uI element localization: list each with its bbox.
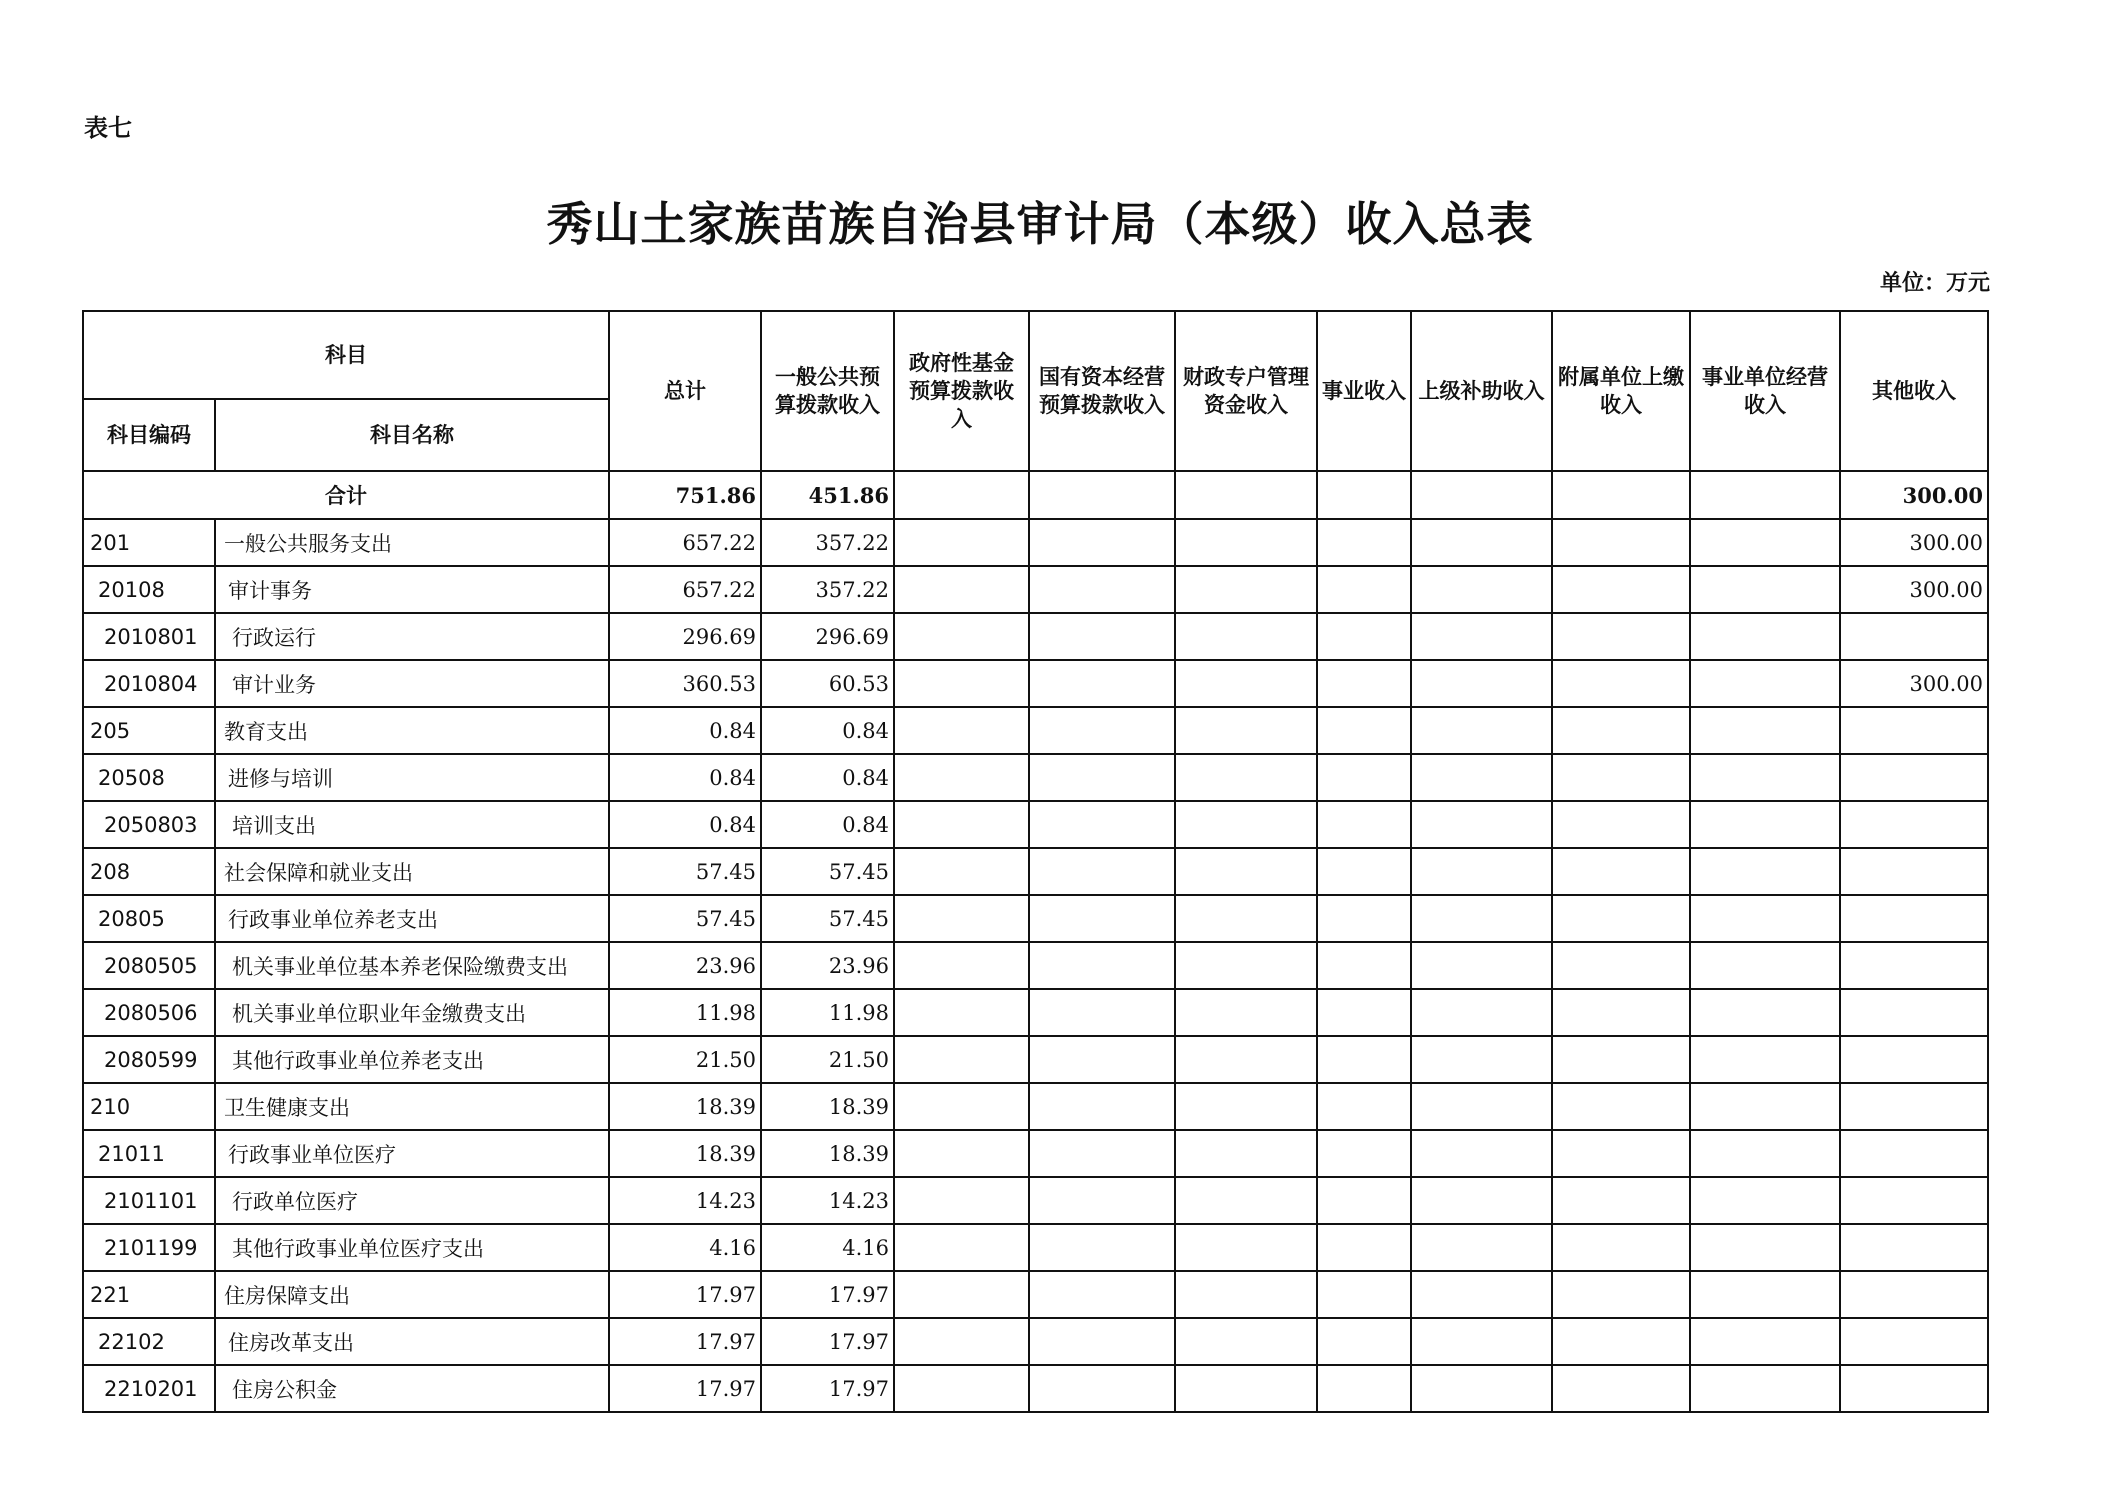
general-budget-value: 14.23: [761, 1177, 894, 1224]
special-account-value: [1175, 1271, 1317, 1318]
general-budget-value: 60.53: [761, 660, 894, 707]
state-capital-value: [1029, 707, 1175, 754]
total-value: 4.16: [609, 1224, 761, 1271]
special-account-value: [1175, 1365, 1317, 1412]
header-business-income: 事业收入: [1317, 311, 1411, 471]
business-income-value: [1317, 1083, 1411, 1130]
business-income-value: [1317, 754, 1411, 801]
state-capital-value: [1029, 1365, 1175, 1412]
operating-income-value: [1690, 660, 1840, 707]
subject-name: 行政事业单位医疗: [215, 1130, 609, 1177]
subject-code: 2010804: [83, 660, 215, 707]
general-budget-value: 0.84: [761, 754, 894, 801]
table-row: [83, 989, 1988, 1036]
superior-subsidy-value: [1411, 895, 1552, 942]
operating-income-value: [1690, 707, 1840, 754]
total-other-income: 300.00: [1840, 471, 1988, 519]
header-superior-subsidy: 上级补助收入: [1411, 311, 1552, 471]
other-income-value: [1840, 942, 1988, 989]
affiliated-income-value: [1552, 989, 1690, 1036]
subject-code: 2010801: [83, 613, 215, 660]
total-value: 57.45: [609, 848, 761, 895]
gov-fund-value: [894, 942, 1029, 989]
total-value: 0.84: [609, 707, 761, 754]
gov-fund-value: [894, 519, 1029, 566]
page-label: 表七: [84, 113, 132, 142]
state-capital-value: [1029, 1318, 1175, 1365]
subject-name: 机关事业单位职业年金缴费支出: [215, 989, 609, 1036]
special-account-value: [1175, 1177, 1317, 1224]
operating-income-value: [1690, 1130, 1840, 1177]
operating-income-value: [1690, 942, 1840, 989]
other-income-value: [1840, 1083, 1988, 1130]
general-budget-value: 17.97: [761, 1365, 894, 1412]
other-income-value: [1840, 848, 1988, 895]
superior-subsidy-value: [1411, 1224, 1552, 1271]
superior-subsidy-value: [1411, 1177, 1552, 1224]
subject-code: 2080599: [83, 1036, 215, 1083]
subject-code: 22102: [83, 1318, 215, 1365]
operating-income-value: [1690, 1318, 1840, 1365]
superior-subsidy-value: [1411, 566, 1552, 613]
business-income-value: [1317, 895, 1411, 942]
superior-subsidy-value: [1411, 942, 1552, 989]
total-value: 657.22: [609, 519, 761, 566]
total-value: 18.39: [609, 1130, 761, 1177]
affiliated-income-value: [1552, 519, 1690, 566]
business-income-value: [1317, 566, 1411, 613]
operating-income-value: [1690, 566, 1840, 613]
operating-income-value: [1690, 801, 1840, 848]
subject-code: 20805: [83, 895, 215, 942]
affiliated-income-value: [1552, 895, 1690, 942]
subject-name: 审计事务: [215, 566, 609, 613]
subject-code: 2101101: [83, 1177, 215, 1224]
state-capital-value: [1029, 754, 1175, 801]
table-row: [83, 613, 1988, 660]
header-general-budget: 一般公共预算拨款收入: [761, 311, 894, 471]
superior-subsidy-value: [1411, 1036, 1552, 1083]
total-value: 23.96: [609, 942, 761, 989]
subject-code: 2050803: [83, 801, 215, 848]
total-value: 0.84: [609, 754, 761, 801]
subject-name: 住房保障支出: [215, 1271, 609, 1318]
total-special-account: [1175, 471, 1317, 519]
business-income-value: [1317, 660, 1411, 707]
table-row: [83, 1318, 1988, 1365]
operating-income-value: [1690, 1224, 1840, 1271]
total-value: 17.97: [609, 1365, 761, 1412]
affiliated-income-value: [1552, 801, 1690, 848]
subject-code: 221: [83, 1271, 215, 1318]
general-budget-value: 357.22: [761, 519, 894, 566]
header-subject: 科目: [83, 311, 609, 399]
total-value: 57.45: [609, 895, 761, 942]
superior-subsidy-value: [1411, 754, 1552, 801]
operating-income-value: [1690, 1365, 1840, 1412]
business-income-value: [1317, 1318, 1411, 1365]
header-name: 科目名称: [215, 399, 609, 471]
other-income-value: [1840, 707, 1988, 754]
subject-code: 205: [83, 707, 215, 754]
table-row: [83, 1365, 1988, 1412]
subject-code: 2210201: [83, 1365, 215, 1412]
subject-code: 201: [83, 519, 215, 566]
other-income-value: [1840, 895, 1988, 942]
superior-subsidy-value: [1411, 1271, 1552, 1318]
table-row: [83, 1177, 1988, 1224]
general-budget-value: 57.45: [761, 848, 894, 895]
gov-fund-value: [894, 1036, 1029, 1083]
special-account-value: [1175, 942, 1317, 989]
total-row: [83, 471, 1988, 519]
state-capital-value: [1029, 1083, 1175, 1130]
gov-fund-value: [894, 566, 1029, 613]
other-income-value: 300.00: [1840, 519, 1988, 566]
special-account-value: [1175, 989, 1317, 1036]
business-income-value: [1317, 519, 1411, 566]
header-other-income: 其他收入: [1840, 311, 1988, 471]
total-state-capital: [1029, 471, 1175, 519]
subject-name: 一般公共服务支出: [215, 519, 609, 566]
gov-fund-value: [894, 801, 1029, 848]
state-capital-value: [1029, 519, 1175, 566]
superior-subsidy-value: [1411, 848, 1552, 895]
subject-name: 社会保障和就业支出: [215, 848, 609, 895]
superior-subsidy-value: [1411, 613, 1552, 660]
other-income-value: [1840, 1365, 1988, 1412]
table-row: [83, 754, 1988, 801]
subject-name: 住房公积金: [215, 1365, 609, 1412]
table-row: [83, 1130, 1988, 1177]
gov-fund-value: [894, 1083, 1029, 1130]
other-income-value: [1840, 801, 1988, 848]
subject-name: 进修与培训: [215, 754, 609, 801]
other-income-value: [1840, 754, 1988, 801]
gov-fund-value: [894, 848, 1029, 895]
special-account-value: [1175, 848, 1317, 895]
affiliated-income-value: [1552, 754, 1690, 801]
other-income-value: [1840, 1036, 1988, 1083]
subject-code: 2101199: [83, 1224, 215, 1271]
affiliated-income-value: [1552, 1130, 1690, 1177]
special-account-value: [1175, 1036, 1317, 1083]
operating-income-value: [1690, 895, 1840, 942]
gov-fund-value: [894, 895, 1029, 942]
subject-name: 教育支出: [215, 707, 609, 754]
business-income-value: [1317, 801, 1411, 848]
affiliated-income-value: [1552, 613, 1690, 660]
other-income-value: [1840, 989, 1988, 1036]
state-capital-value: [1029, 1224, 1175, 1271]
general-budget-value: 0.84: [761, 707, 894, 754]
general-budget-value: 17.97: [761, 1318, 894, 1365]
special-account-value: [1175, 801, 1317, 848]
table-row: [83, 1224, 1988, 1271]
general-budget-value: 0.84: [761, 801, 894, 848]
operating-income-value: [1690, 1036, 1840, 1083]
state-capital-value: [1029, 566, 1175, 613]
subject-code: 2080506: [83, 989, 215, 1036]
other-income-value: [1840, 1224, 1988, 1271]
table-row: [83, 519, 1988, 566]
operating-income-value: [1690, 1177, 1840, 1224]
subject-code: 208: [83, 848, 215, 895]
special-account-value: [1175, 1318, 1317, 1365]
special-account-value: [1175, 566, 1317, 613]
total-value: 11.98: [609, 989, 761, 1036]
state-capital-value: [1029, 989, 1175, 1036]
table-row: [83, 848, 1988, 895]
state-capital-value: [1029, 895, 1175, 942]
subject-name: 行政事业单位养老支出: [215, 895, 609, 942]
gov-fund-value: [894, 1224, 1029, 1271]
gov-fund-value: [894, 1365, 1029, 1412]
subject-name: 行政运行: [215, 613, 609, 660]
other-income-value: 300.00: [1840, 660, 1988, 707]
total-value: 360.53: [609, 660, 761, 707]
table-row: [83, 707, 1988, 754]
operating-income-value: [1690, 519, 1840, 566]
general-budget-value: 21.50: [761, 1036, 894, 1083]
other-income-value: [1840, 613, 1988, 660]
business-income-value: [1317, 1224, 1411, 1271]
general-budget-value: 11.98: [761, 989, 894, 1036]
affiliated-income-value: [1552, 1271, 1690, 1318]
business-income-value: [1317, 613, 1411, 660]
total-value: 657.22: [609, 566, 761, 613]
state-capital-value: [1029, 1130, 1175, 1177]
special-account-value: [1175, 1083, 1317, 1130]
total-value: 18.39: [609, 1083, 761, 1130]
gov-fund-value: [894, 1271, 1029, 1318]
total-value: 14.23: [609, 1177, 761, 1224]
operating-income-value: [1690, 989, 1840, 1036]
business-income-value: [1317, 1130, 1411, 1177]
total-gov-fund: [894, 471, 1029, 519]
header-gov-fund: 政府性基金预算拨款收入: [894, 311, 1029, 471]
operating-income-value: [1690, 754, 1840, 801]
business-income-value: [1317, 707, 1411, 754]
superior-subsidy-value: [1411, 519, 1552, 566]
subject-name: 审计业务: [215, 660, 609, 707]
table-row: [83, 942, 1988, 989]
subject-code: 21011: [83, 1130, 215, 1177]
state-capital-value: [1029, 942, 1175, 989]
superior-subsidy-value: [1411, 989, 1552, 1036]
state-capital-value: [1029, 1271, 1175, 1318]
special-account-value: [1175, 707, 1317, 754]
other-income-value: [1840, 1130, 1988, 1177]
affiliated-income-value: [1552, 1318, 1690, 1365]
affiliated-income-value: [1552, 1224, 1690, 1271]
table-row: [83, 660, 1988, 707]
subject-name: 住房改革支出: [215, 1318, 609, 1365]
operating-income-value: [1690, 1083, 1840, 1130]
special-account-value: [1175, 519, 1317, 566]
total-superior-subsidy: [1411, 471, 1552, 519]
income-summary-table: [82, 310, 1989, 1413]
page-title: 秀山土家族苗族自治县审计局（本级）收入总表: [546, 197, 1534, 251]
total-value: 21.50: [609, 1036, 761, 1083]
gov-fund-value: [894, 1318, 1029, 1365]
affiliated-income-value: [1552, 660, 1690, 707]
other-income-value: 300.00: [1840, 566, 1988, 613]
total-general-budget: 451.86: [761, 471, 894, 519]
header-affiliated-income: 附属单位上缴收入: [1552, 311, 1690, 471]
general-budget-value: 4.16: [761, 1224, 894, 1271]
gov-fund-value: [894, 613, 1029, 660]
table-row: [83, 1271, 1988, 1318]
superior-subsidy-value: [1411, 1318, 1552, 1365]
header-state-capital: 国有资本经营预算拨款收入: [1029, 311, 1175, 471]
general-budget-value: 57.45: [761, 895, 894, 942]
general-budget-value: 23.96: [761, 942, 894, 989]
header-special-account: 财政专户管理资金收入: [1175, 311, 1317, 471]
superior-subsidy-value: [1411, 1365, 1552, 1412]
other-income-value: [1840, 1271, 1988, 1318]
subject-name: 其他行政事业单位医疗支出: [215, 1224, 609, 1271]
state-capital-value: [1029, 660, 1175, 707]
superior-subsidy-value: [1411, 660, 1552, 707]
general-budget-value: 18.39: [761, 1130, 894, 1177]
subject-name: 培训支出: [215, 801, 609, 848]
total-operating-income: [1690, 471, 1840, 519]
special-account-value: [1175, 1224, 1317, 1271]
affiliated-income-value: [1552, 1177, 1690, 1224]
general-budget-value: 17.97: [761, 1271, 894, 1318]
total-label: 合计: [83, 471, 609, 519]
gov-fund-value: [894, 754, 1029, 801]
general-budget-value: 18.39: [761, 1083, 894, 1130]
header-total: 总计: [609, 311, 761, 471]
superior-subsidy-value: [1411, 1130, 1552, 1177]
table-row: [83, 566, 1988, 613]
subject-code: 2080505: [83, 942, 215, 989]
state-capital-value: [1029, 1177, 1175, 1224]
total-total: 751.86: [609, 471, 761, 519]
gov-fund-value: [894, 1130, 1029, 1177]
subject-name: 卫生健康支出: [215, 1083, 609, 1130]
gov-fund-value: [894, 660, 1029, 707]
general-budget-value: 296.69: [761, 613, 894, 660]
unit-label: 单位：万元: [1879, 270, 1990, 296]
state-capital-value: [1029, 613, 1175, 660]
special-account-value: [1175, 660, 1317, 707]
business-income-value: [1317, 1177, 1411, 1224]
business-income-value: [1317, 942, 1411, 989]
table-row: [83, 801, 1988, 848]
header-operating-income: 事业单位经营收入: [1690, 311, 1840, 471]
total-value: 296.69: [609, 613, 761, 660]
operating-income-value: [1690, 1271, 1840, 1318]
affiliated-income-value: [1552, 566, 1690, 613]
state-capital-value: [1029, 1036, 1175, 1083]
subject-name: 其他行政事业单位养老支出: [215, 1036, 609, 1083]
subject-name: 行政单位医疗: [215, 1177, 609, 1224]
gov-fund-value: [894, 989, 1029, 1036]
special-account-value: [1175, 1130, 1317, 1177]
business-income-value: [1317, 1036, 1411, 1083]
other-income-value: [1840, 1177, 1988, 1224]
table-row: [83, 895, 1988, 942]
general-budget-value: 357.22: [761, 566, 894, 613]
business-income-value: [1317, 989, 1411, 1036]
state-capital-value: [1029, 848, 1175, 895]
total-value: 17.97: [609, 1271, 761, 1318]
superior-subsidy-value: [1411, 801, 1552, 848]
table-row: [83, 1036, 1988, 1083]
special-account-value: [1175, 895, 1317, 942]
gov-fund-value: [894, 1177, 1029, 1224]
special-account-value: [1175, 754, 1317, 801]
affiliated-income-value: [1552, 1365, 1690, 1412]
superior-subsidy-value: [1411, 707, 1552, 754]
business-income-value: [1317, 1271, 1411, 1318]
table-row: [83, 1083, 1988, 1130]
subject-name: 机关事业单位基本养老保险缴费支出: [215, 942, 609, 989]
state-capital-value: [1029, 801, 1175, 848]
affiliated-income-value: [1552, 1083, 1690, 1130]
affiliated-income-value: [1552, 1036, 1690, 1083]
operating-income-value: [1690, 613, 1840, 660]
affiliated-income-value: [1552, 848, 1690, 895]
total-value: 0.84: [609, 801, 761, 848]
superior-subsidy-value: [1411, 1083, 1552, 1130]
subject-code: 20508: [83, 754, 215, 801]
gov-fund-value: [894, 707, 1029, 754]
business-income-value: [1317, 848, 1411, 895]
other-income-value: [1840, 1318, 1988, 1365]
affiliated-income-value: [1552, 707, 1690, 754]
operating-income-value: [1690, 848, 1840, 895]
subject-code: 210: [83, 1083, 215, 1130]
total-value: 17.97: [609, 1318, 761, 1365]
header-code: 科目编码: [83, 399, 215, 471]
total-business-income: [1317, 471, 1411, 519]
subject-code: 20108: [83, 566, 215, 613]
business-income-value: [1317, 1365, 1411, 1412]
special-account-value: [1175, 613, 1317, 660]
affiliated-income-value: [1552, 942, 1690, 989]
total-affiliated-income: [1552, 471, 1690, 519]
